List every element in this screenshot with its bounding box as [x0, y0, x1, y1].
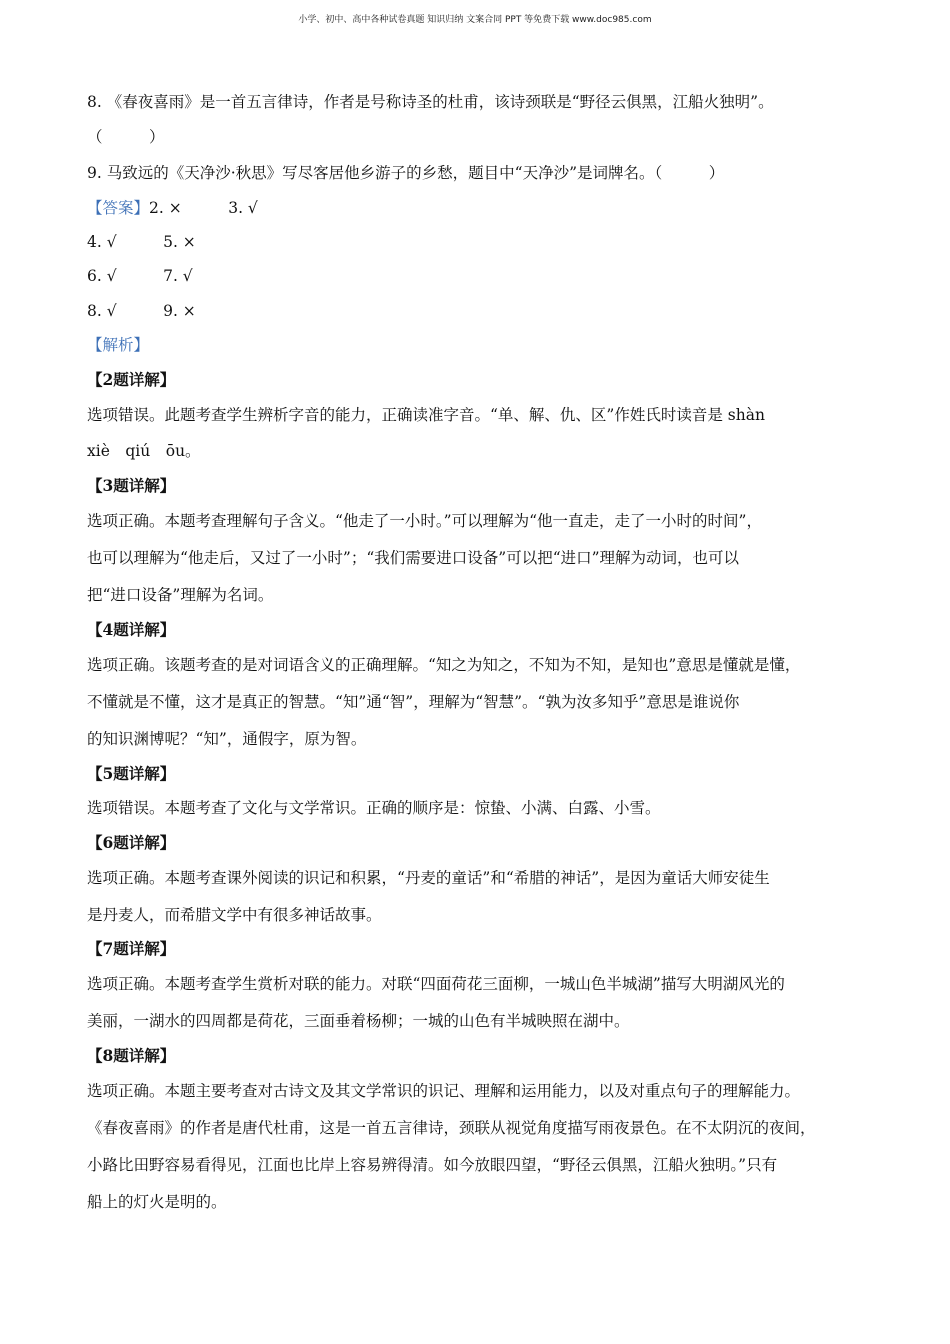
detail-6-line-1: 选项正确。本题考查课外阅读的识记和积累，“丹麦的童话”和“希腊的神话”，是因为童话大师安徒生: [87, 869, 770, 887]
detail-8-line-3: 小路比田野容易看得见，江面也比岸上容易辨得清。如今放眼四望，“野径云俱黑，江船火独明。”只有: [87, 1156, 778, 1174]
page-header: 小学、初中、高中各种试卷真题 知识归纳 文案合同 PPT 等免费下载 www.doc985.com: [298, 15, 652, 25]
detail-8-line-1: 选项正确。本题主要考查对古诗文及其文学常识的识记、理解和运用能力，以及对重点句子的理解能力。: [87, 1082, 801, 1100]
detail-2-title: 【2题详解】: [87, 370, 176, 389]
detail-2-line-2: xiè qiú ōu。: [87, 442, 201, 460]
detail-5-line-1: 选项错误。本题考查了文化与文学常识。正确的顺序是：惊蛰、小满、白露、小雪。: [87, 799, 661, 817]
detail-2-line-1: 选项错误。此题考查学生辨析字音的能力，正确读准字音。“单、解、仇、区”作姓氏时读音是 shàn: [87, 406, 765, 424]
answer-row-2: 4. √ 5. ×: [87, 233, 196, 251]
answer-row-4: 8. √ 9. ×: [87, 302, 196, 320]
detail-4-line-1: 选项正确。该题考查的是对词语含义的正确理解。“知之为知之，不知为不知，是知也”意思是懂就是懂，: [87, 656, 801, 674]
answer-row-3: 6. √ 7. √: [87, 267, 193, 285]
detail-7-line-2: 美丽，一湖水的四周都是荷花，三面垂着杨柳；一城的山色有半城映照在湖中。: [87, 1012, 630, 1030]
detail-3-title: 【3题详解】: [87, 476, 176, 495]
detail-6-line-2: 是丹麦人，而希腊文学中有很多神话故事。: [87, 906, 382, 924]
analysis-label: 【解析】: [87, 336, 150, 354]
detail-3-line-2: 也可以理解为“他走后，又过了一小时”；“我们需要进口设备”可以把“进口”理解为动词，也可以: [87, 549, 740, 567]
question-9: 9. 马致远的《天净沙·秋思》写尽客居他乡游子的乡愁，题目中“天净沙”是词牌名。（ ）: [87, 164, 725, 182]
detail-4-line-3: 的知识渊博呢？“知”，通假字，原为智。: [87, 730, 367, 748]
answer-row-1: [87, 196, 258, 218]
answer-label: 【答案】: [87, 199, 150, 217]
detail-7-line-1: 选项正确。本题考查学生赏析对联的能力。对联“四面荷花三面柳，一城山色半城湖”描写大明湖风光的: [87, 975, 785, 993]
answer-row-1-text: 2. × 3. √: [149, 199, 258, 217]
detail-8-line-2: 《春夜喜雨》的作者是唐代杜甫，这是一首五言律诗，颈联从视觉角度描写雨夜景色。在不太阴沉的夜间，: [87, 1119, 816, 1137]
detail-3-line-1: 选项正确。本题考查理解句子含义。“他走了一小时。”可以理解为“他一直走，走了一小时的时间”，: [87, 512, 762, 530]
detail-5-title: 【5题详解】: [87, 764, 176, 783]
question-8-blank: （ ）: [87, 128, 165, 146]
question-8: 8. 《春夜喜雨》是一首五言律诗，作者是号称诗圣的杜甫，该诗颈联是“野径云俱黑，江船火独明”。: [87, 93, 774, 111]
detail-8-title: 【8题详解】: [87, 1046, 176, 1065]
detail-8-line-4: 船上的灯火是明的。: [87, 1193, 227, 1211]
detail-4-line-2: 不懂就是不懂，这才是真正的智慧。“知”通“智”，理解为“智慧”。“孰为汝多知乎”意思是谁说你: [87, 693, 740, 711]
detail-6-title: 【6题详解】: [87, 833, 176, 852]
detail-3-line-3: 把“进口设备”理解为名词。: [87, 586, 274, 604]
detail-7-title: 【7题详解】: [87, 939, 176, 958]
detail-4-title: 【4题详解】: [87, 620, 176, 639]
